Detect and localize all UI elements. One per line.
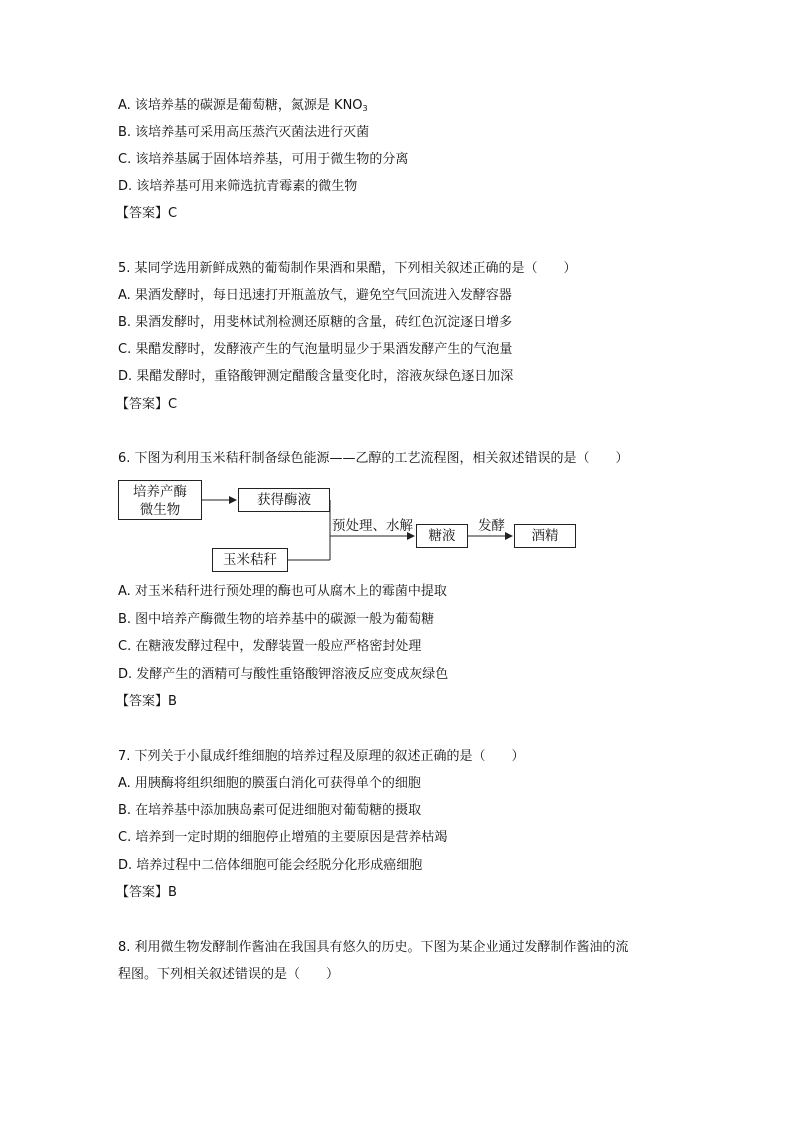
process-flow-diagram: [116, 476, 596, 576]
q7-option-c: C. 培养到一定时期的细胞停止增殖的主要原因是营养枯竭: [118, 830, 448, 845]
q5-stem: 5. 某同学选用新鲜成熟的葡萄制作果酒和果醋，下列相关叙述正确的是（ ）: [118, 261, 577, 276]
q4-option-a: A. 该培养基的碳源是葡萄糖，氮源是 $KNO_3$: [118, 98, 368, 113]
q8-stem-line2: 程图。下列相关叙述错误的是（ ）: [118, 967, 340, 982]
q5-option-a: A. 果酒发酵时，每日迅速打开瓶盖放气，避免空气回流进入发酵容器: [118, 288, 512, 303]
q7-option-b: B. 在培养基中添加胰岛素可促进细胞对葡萄糖的摄取: [118, 803, 422, 818]
label-pretreat-hydrolysis: 预处理、水解: [332, 518, 413, 534]
box-culture-microbe-line2: 微生物: [139, 502, 181, 518]
q5-option-b: B. 果酒发酵时，用斐林试剂检测还原糖的含量，砖红色沉淀逐日增多: [118, 315, 513, 330]
box-corn-straw: 玉米秸秆: [212, 548, 288, 572]
q4-option-b: B. 该培养基可采用高压蒸汽灭菌法进行灭菌: [118, 125, 370, 140]
q7-answer: 【答案】B: [116, 885, 177, 900]
q6-option-d: D. 发酵产生的酒精可与酸性重铬酸钾溶液反应变成灰绿色: [118, 667, 449, 682]
q5-option-d: D. 果醋发酵时，重铬酸钾测定醋酸含量变化时，溶液灰绿色逐日加深: [118, 369, 514, 384]
q4-option-c: C. 该培养基属于固体培养基，可用于微生物的分离: [118, 152, 409, 167]
box-culture-microbe: [118, 480, 202, 520]
box-culture-microbe-line1: 培养产酶: [133, 484, 187, 500]
q7-option-d: D. 培养过程中二倍体细胞可能会经脱分化形成癌细胞: [118, 858, 423, 873]
q6-answer: 【答案】B: [116, 694, 177, 709]
label-fermentation: 发酵: [478, 518, 505, 534]
box-sugar-solution: 糖液: [416, 524, 468, 548]
q7-option-a: A. 用胰酶将组织细胞的膜蛋白消化可获得单个的细胞: [118, 776, 421, 791]
q6-stem: 6. 下图为利用玉米秸秆制备绿色能源——乙醇的工艺流程图，相关叙述错误的是（ ）: [118, 451, 629, 466]
box-alcohol: 酒精: [514, 524, 576, 548]
box-enzyme-solution: 获得酶液: [238, 488, 330, 512]
q5-answer: 【答案】C: [116, 397, 178, 412]
q6-option-b: B. 图中培养产酶微生物的培养基中的碳源一般为葡萄糖: [118, 612, 435, 627]
q8-stem-line1: 8. 利用微生物发酵制作酱油在我国具有悠久的历史。下图为某企业通过发酵制作酱油的流: [118, 940, 629, 955]
q4-option-d: D. 该培养基可用来筛选抗青霉素的微生物: [118, 179, 358, 194]
q4-answer: 【答案】C: [116, 206, 178, 221]
q7-stem: 7. 下列关于小鼠成纤维细胞的培养过程及原理的叙述正确的是（ ）: [118, 749, 525, 764]
q6-option-c: C. 在糖液发酵过程中，发酵装置一般应严格密封处理: [118, 639, 422, 654]
q5-option-c: C. 果醋发酵时，发酵液产生的气泡量明显少于果酒发酵产生的气泡量: [118, 342, 513, 357]
q6-option-a: A. 对玉米秸秆进行预处理的酶也可从腐木上的霉菌中提取: [118, 584, 447, 599]
